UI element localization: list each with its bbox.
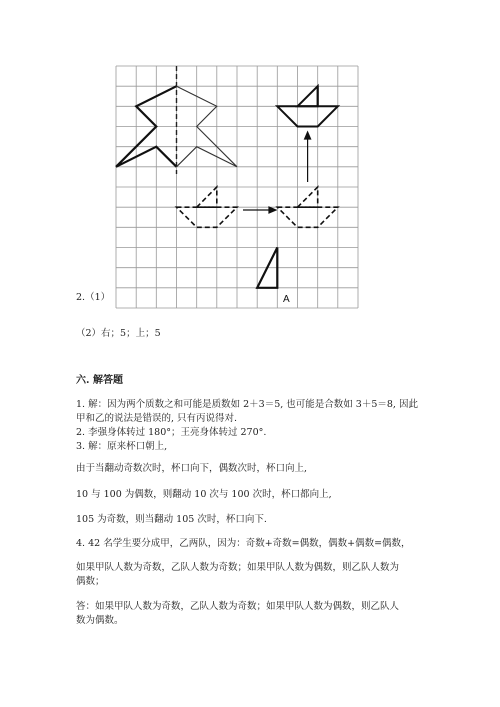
answer-4-line-1: 4. 42 名学生要分成甲，乙两队，因为：奇数+奇数=偶数，偶数+偶数=偶数， (76, 538, 411, 549)
boat-solid (277, 86, 338, 126)
q1-label: 2.（1） (76, 292, 111, 303)
label-a: A (283, 294, 290, 305)
answer-3-line-3: 105 为奇数，则当翻动 105 次时，杯口向下. (76, 514, 267, 525)
section-heading: 六. 解答题 (76, 375, 123, 386)
answer-2: 2. 李强身体转过 180°；王亮身体转过 270°. (76, 427, 267, 438)
answer-4-line-2: 如果甲队人数为奇数，乙队人数为奇数；如果甲队人数为偶数，则乙队人数为 (76, 562, 400, 573)
arrow-right (243, 207, 276, 213)
grid-lines (116, 66, 358, 308)
boat-dashed-left (177, 187, 238, 227)
answer-4-line-3: 偶数； (76, 576, 105, 587)
answer-3-intro: 3. 解：原来杯口朝上, (76, 441, 168, 452)
q2-answer: （2）右；5；上；5 (76, 328, 161, 339)
answer-3-line-2: 10 与 100 为偶数，则翻动 10 次与 100 次时，杯口都向上, (76, 489, 332, 500)
answer-1-line-1: 1. 解：因为两个质数之和可能是质数如 2＋3＝5, 也可能是合数如 3＋5＝8, 因此 (76, 399, 418, 410)
answer-4-conclusion-line-1: 答：如果甲队人数为奇数，乙队人数为奇数；如果甲队人数为偶数，则乙队人 (76, 601, 400, 612)
boat-dashed-right (277, 187, 338, 227)
answer-4-conclusion-line-2: 数为偶数。 (76, 615, 124, 626)
grid-figure (112, 62, 362, 310)
arrow-up (305, 132, 311, 182)
answer-1-line-2: 甲和乙的说法是错误的, 只有丙说得对. (76, 413, 238, 424)
answer-3-line-1: 由于当翻动奇数次时，杯口向下，偶数次时，杯口向上, (76, 463, 308, 474)
